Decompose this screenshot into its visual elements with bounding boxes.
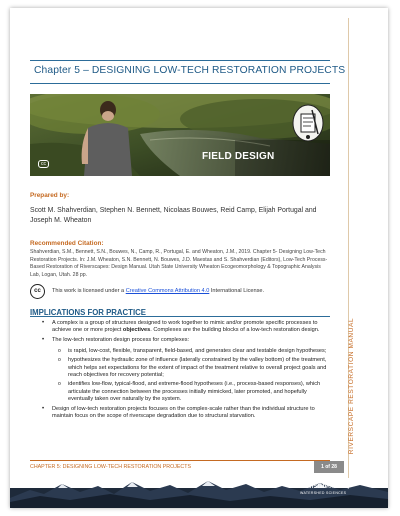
sub-list-item: o is rapid, low-cost, flexible, transparent, field-based, and generates clear and testable design hypotheses; <box>30 348 330 355</box>
banner-caption: FIELD DESIGN <box>202 151 275 162</box>
banner-photo <box>30 94 330 176</box>
document-page <box>10 8 388 508</box>
footer-bar <box>30 460 330 473</box>
sub-list-item: o identifies low-flow, typical-flood, and extreme-flood hypotheses (i.e., process-based responses), which articulate the connection between the processes initially mimicked, later promoted, and hopefully eventually taken over naturally by the system. <box>30 381 330 403</box>
banner-cc-badge: cc <box>38 160 49 168</box>
field-design-banner <box>30 94 330 176</box>
license-text: This work is licensed under a Creative Commons Attribution 4.0 International License. <box>52 288 265 294</box>
page-number: 1 of 28 <box>314 461 344 473</box>
license-row <box>30 284 330 300</box>
prepared-by-label: Prepared by: <box>30 192 70 199</box>
side-title: RIVERSCAPE RESTORATION MANUAL <box>348 317 355 455</box>
implications-heading: IMPLICATIONS FOR PRACTICE <box>30 302 330 317</box>
implications-list <box>30 320 330 423</box>
license-link[interactable]: Creative Commons Attribution 4.0 <box>125 288 210 294</box>
citation-label: Recommended Citation: <box>30 240 104 247</box>
creative-commons-icon: cc <box>30 284 45 299</box>
citation-text: Shahverdian, S.M., Bennett, S.N., Bouwes, N., Camp, R., Portugal, E. and Wheaton, J.M., 2019. Chapter 5- Designing Low-Tech Restoration Projects. In: J.M. Wheaton, S.N. Bennett, N. Bouwes, J.D. Maestas and S. Shahverdian (Editors), Low-Tech Process-Based Restoration of Riverscapes: Design Manual. Utah State University Wheaton Ecogeomorphology & Topographic Analysis Lab, Logan, Utah. 28 pp. <box>30 249 328 278</box>
university-logo: UtahStateUniversity WATERSHED SCIENCES <box>300 484 350 495</box>
sub-list-item: o hypothesizes the hydraulic zone of influence (laterally constrained by the valley bottom) of the treatment, which helps set expectations for the extent of impact of the treatment relative to overall project goals and reach objectives for recovery potential; <box>30 357 330 379</box>
list-item: • The low-tech restoration design process for complexes: <box>30 337 330 344</box>
list-item: • Design of low-tech restoration projects focuses on the complex-scale rather than the individual structure to maintain focus on the scope of riverscape degradation due to structural starvation. <box>30 406 330 420</box>
field-design-emblem <box>292 104 324 142</box>
chapter-header <box>30 60 346 84</box>
footer-text: CHAPTER 5: DESIGNING LOW-TECH RESTORATION PROJECTS <box>30 464 191 470</box>
list-item: • A complex is a group of structures designed to work together to mimic and/or promote specific processes to achieve one or more project objectives. Complexes are the building blocks of a low-tech restoration design. <box>30 320 330 334</box>
authors: Scott M. Shahverdian, Stephen N. Bennett, Nicolaas Bouwes, Reid Camp, Elijah Portugal and Joseph M. Wheaton <box>30 207 317 224</box>
chapter-title: Chapter 5 – DESIGNING LOW-TECH RESTORATION PROJECTS <box>34 65 346 76</box>
